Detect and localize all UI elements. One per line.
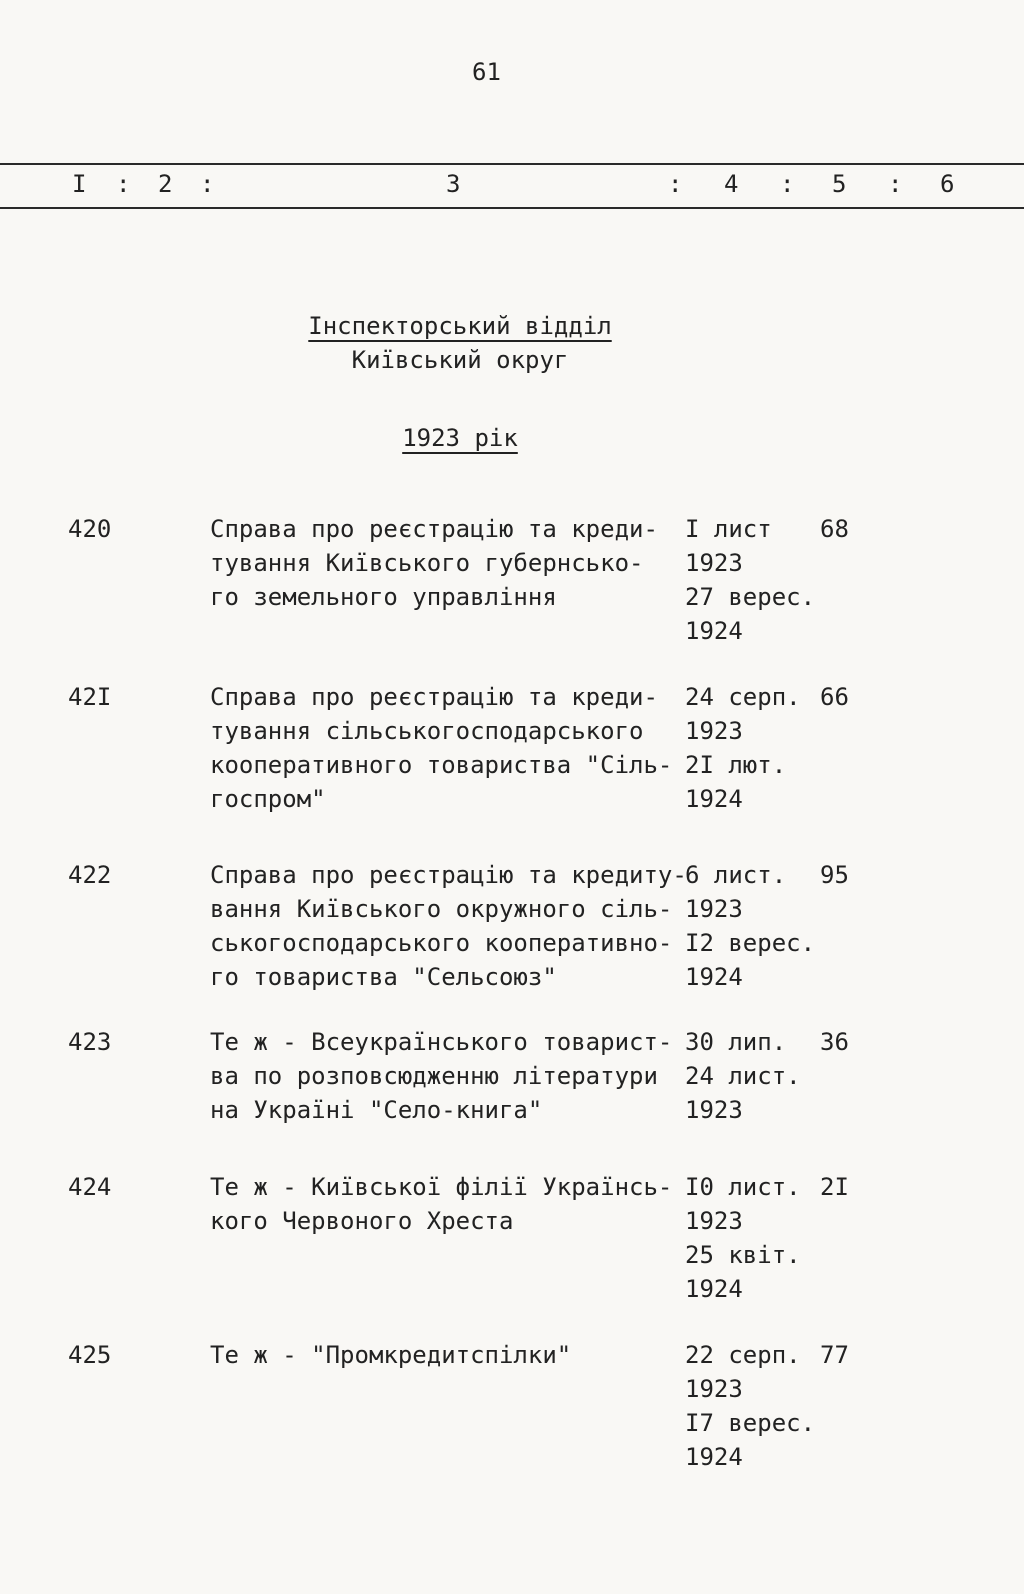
column-number-6: 6 <box>940 170 955 198</box>
department-heading: Інспекторський відділ <box>308 312 612 340</box>
date-line: 25 квіт. <box>685 1241 801 1269</box>
title-line: Те ж - Всеукраїнського товарист- <box>210 1028 673 1056</box>
entry-number: 424 <box>68 1173 112 1201</box>
date-line: I7 верес. <box>685 1409 816 1437</box>
entry-number: 425 <box>68 1341 112 1369</box>
date-line: I2 верес. <box>685 929 816 957</box>
date-line: 27 верес. <box>685 583 816 611</box>
entry-number: 422 <box>68 861 112 889</box>
date-line: 1924 <box>685 1443 743 1471</box>
header-rule-bottom <box>0 207 1024 209</box>
date-line: 1924 <box>685 617 743 645</box>
entry-sheet-count: 95 <box>820 861 849 889</box>
year-heading-row <box>0 424 920 452</box>
date-line: 1923 <box>685 895 743 923</box>
date-line: 30 лип. <box>685 1028 787 1056</box>
entry-number: 420 <box>68 515 112 543</box>
title-line: ськогосподарського кооперативно- <box>210 929 673 957</box>
title-line: тування Київського губернсько- <box>210 549 644 577</box>
entry-number: 423 <box>68 1028 112 1056</box>
title-line: го товариства "Сельсоюз" <box>210 963 557 991</box>
column-separator: : <box>888 170 903 198</box>
date-line: 24 лист. <box>685 1062 801 1090</box>
entry-sheet-count: 36 <box>820 1028 849 1056</box>
column-number-3: 3 <box>446 170 461 198</box>
entry-sheet-count: 66 <box>820 683 849 711</box>
title-line: Те ж - "Промкредитспілки" <box>210 1341 572 1369</box>
title-line: Справа про реєстрацію та кредиту- <box>210 861 687 889</box>
title-line: кого Червоного Хреста <box>210 1207 514 1235</box>
column-number-1: I <box>72 170 87 198</box>
title-line: го земельного управління <box>210 583 557 611</box>
date-line: 22 серп. <box>685 1341 801 1369</box>
entry-sheet-count: 2I <box>820 1173 849 1201</box>
entry-title <box>210 1170 673 1238</box>
title-line: тування сільськогосподарського <box>210 717 644 745</box>
column-number-5: 5 <box>832 170 847 198</box>
date-line: 1924 <box>685 963 743 991</box>
entry-title <box>210 1338 670 1372</box>
title-line: госпром" <box>210 785 326 813</box>
title-line: Справа про реєстрацію та креди- <box>210 683 658 711</box>
title-line: Справа про реєстрацію та креди- <box>210 515 658 543</box>
page-number: 61 <box>472 58 501 86</box>
entry-dates <box>685 512 815 648</box>
column-separator: : <box>116 170 131 198</box>
year-heading: 1923 рік <box>402 424 518 452</box>
entry-sheet-count: 68 <box>820 515 849 543</box>
column-separator: : <box>668 170 683 198</box>
date-line: 1924 <box>685 1275 743 1303</box>
date-line: 1923 <box>685 1096 743 1124</box>
date-line: I0 лист. <box>685 1173 801 1201</box>
entry-dates <box>685 1338 815 1474</box>
date-line: I лист <box>685 515 772 543</box>
date-line: 1924 <box>685 785 743 813</box>
date-line: 1923 <box>685 717 743 745</box>
title-line: вання Київського окружного сіль- <box>210 895 673 923</box>
title-line: кооперативного товариства "Сіль- <box>210 751 673 779</box>
title-line: Те ж - Київської філії Українсь- <box>210 1173 673 1201</box>
entry-number: 42I <box>68 683 112 711</box>
entry-title <box>210 512 670 614</box>
date-line: 2I лют. <box>685 751 787 779</box>
title-line: на Україні "Село-книга" <box>210 1096 543 1124</box>
district-heading-row <box>0 346 920 374</box>
date-line: 24 серп. <box>685 683 801 711</box>
entry-dates <box>685 1025 801 1127</box>
date-line: 1923 <box>685 549 743 577</box>
entry-dates <box>685 1170 801 1306</box>
district-heading: Київський округ <box>351 346 569 374</box>
column-separator: : <box>200 170 215 198</box>
entry-title <box>210 858 687 994</box>
title-line: ва по розповсюдженню літератури <box>210 1062 658 1090</box>
column-separator: : <box>780 170 795 198</box>
column-number-2: 2 <box>158 170 173 198</box>
entry-dates <box>685 858 815 994</box>
entry-dates <box>685 680 801 816</box>
section-title <box>0 312 920 340</box>
entry-sheet-count: 77 <box>820 1341 849 1369</box>
date-line: 6 лист. <box>685 861 787 889</box>
entry-title <box>210 680 673 816</box>
date-line: 1923 <box>685 1207 743 1235</box>
entry-title <box>210 1025 673 1127</box>
header-rule-top <box>0 163 1024 165</box>
column-number-4: 4 <box>724 170 739 198</box>
date-line: 1923 <box>685 1375 743 1403</box>
